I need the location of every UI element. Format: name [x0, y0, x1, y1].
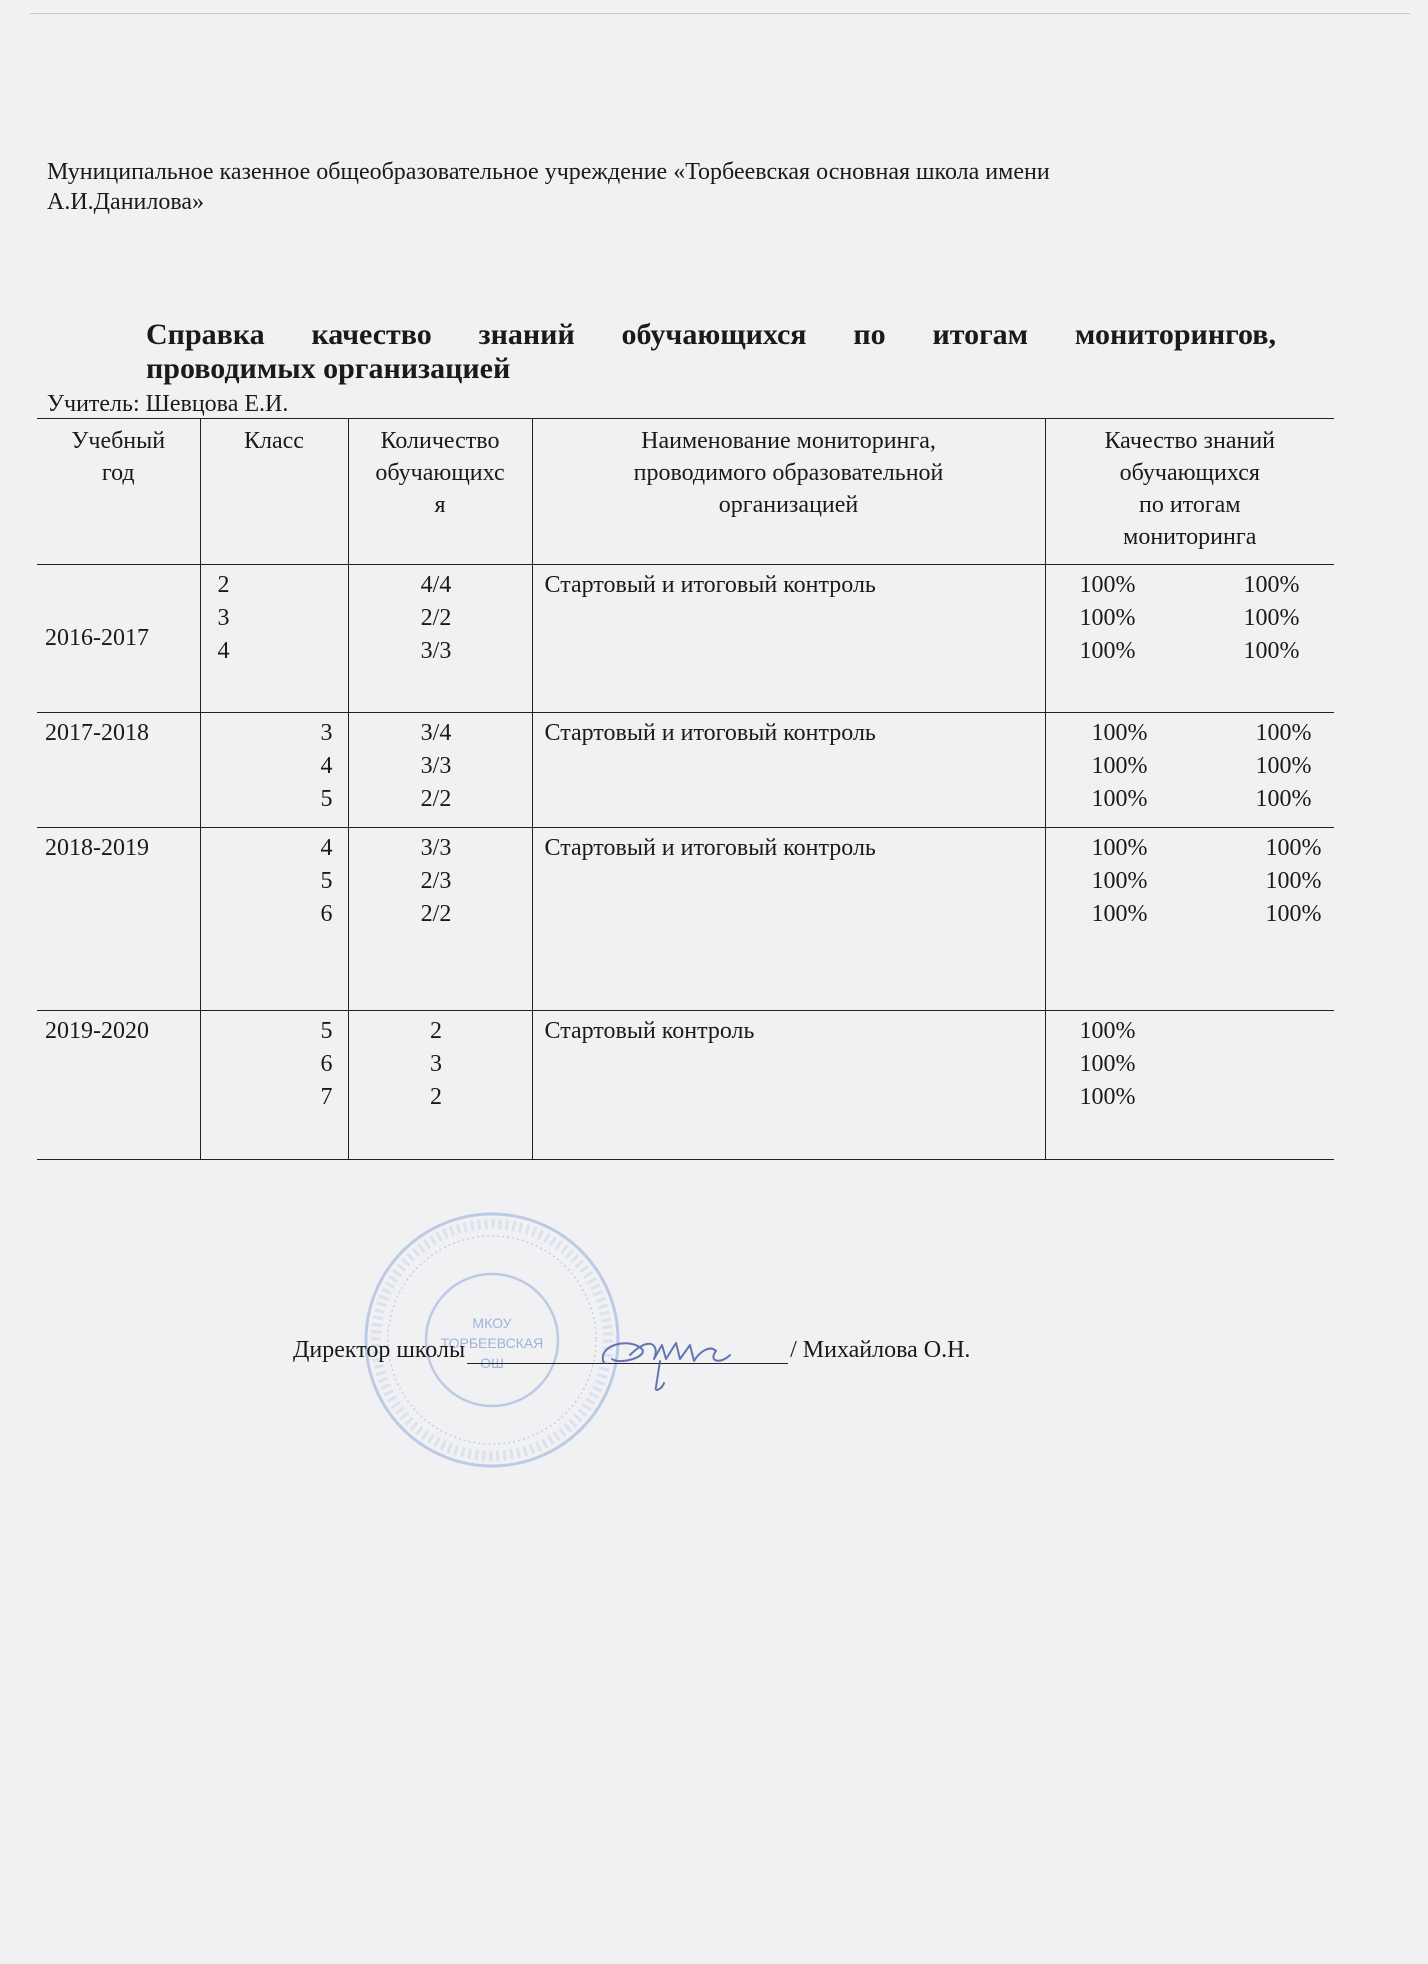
cell-counts: 4/4 2/2 3/3: [348, 565, 532, 713]
cell-counts: 2 3 2: [348, 1011, 532, 1160]
stamp-text: ТОРБЕЕВСКАЯ: [440, 1335, 544, 1351]
table-row: [37, 713, 1334, 828]
cell-quality: 100% 100% 100% 100% 100% 100%: [1045, 565, 1334, 713]
monitoring-table: [37, 418, 1334, 1160]
title-word: обучающихся: [621, 318, 807, 351]
cell-classes: 2 3 4: [200, 565, 348, 713]
cell-year: 2018-2019: [45, 835, 149, 861]
organization-name: [47, 157, 1347, 217]
director-label: Директор школы: [293, 1337, 466, 1363]
header-class: Класс: [200, 419, 348, 565]
title-word: мониторингов,: [1074, 318, 1276, 351]
cell-counts: 3/3 2/3 2/2: [348, 828, 532, 1011]
title-word: качество: [311, 318, 432, 351]
cell-quality: 100% 100% 100% 100% 100% 100%: [1045, 713, 1334, 828]
director-name: / Михайлова О.Н.: [790, 1337, 971, 1363]
title-word: Справка: [146, 318, 265, 351]
title-word: итогам: [932, 318, 1029, 351]
title-line-2: проводимых организацией: [146, 352, 511, 385]
cell-quality: 100% 100% 100% 100% 100% 100%: [1045, 828, 1334, 1011]
cell-year: 2019-2020: [45, 1018, 149, 1044]
cell-classes: 3 4 5: [200, 713, 348, 828]
cell-monitoring: Стартовый контроль: [532, 1011, 1045, 1160]
document-title: [146, 318, 1276, 386]
cell-year: 2017-2018: [45, 720, 149, 746]
stamp-text: ОШ: [480, 1355, 504, 1371]
title-word: знаний: [478, 318, 575, 351]
header-monitoring: Наименование мониторинга, проводимого образовательной организацией: [532, 419, 1045, 565]
cell-monitoring: Стартовый и итоговый контроль: [532, 828, 1045, 1011]
table-row: [37, 828, 1334, 1011]
table-row: [37, 565, 1334, 713]
cell-classes: 4 5 6: [200, 828, 348, 1011]
header-count: Количество обучающихс я: [348, 419, 532, 565]
header-year: Учебный год: [37, 419, 200, 565]
teacher-name: Учитель: Шевцова Е.И.: [47, 391, 289, 417]
cell-monitoring: Стартовый и итоговый контроль: [532, 565, 1045, 713]
cell-counts: 3/4 3/3 2/2: [348, 713, 532, 828]
cell-year: 2016-2017: [45, 625, 149, 651]
cell-quality: 100% 100% 100%: [1045, 1011, 1334, 1160]
organization-name-line-2: А.И.Данилова»: [47, 189, 205, 215]
table-row: [37, 1011, 1334, 1160]
scan-edge: [30, 13, 1410, 14]
organization-name-line-1: Муниципальное казенное общеобразовательное учреждение «Торбеевская основная школа имени: [47, 159, 1050, 185]
stamp-text: МКОУ: [472, 1315, 512, 1331]
title-word: по: [853, 318, 886, 351]
table-header-row: [37, 419, 1334, 565]
handwritten-signature: [590, 1315, 750, 1395]
cell-monitoring: Стартовый и итоговый контроль: [532, 713, 1045, 828]
cell-classes: 5 6 7: [200, 1011, 348, 1160]
header-quality: Качество знаний обучающихся по итогам мониторинга: [1045, 419, 1334, 565]
